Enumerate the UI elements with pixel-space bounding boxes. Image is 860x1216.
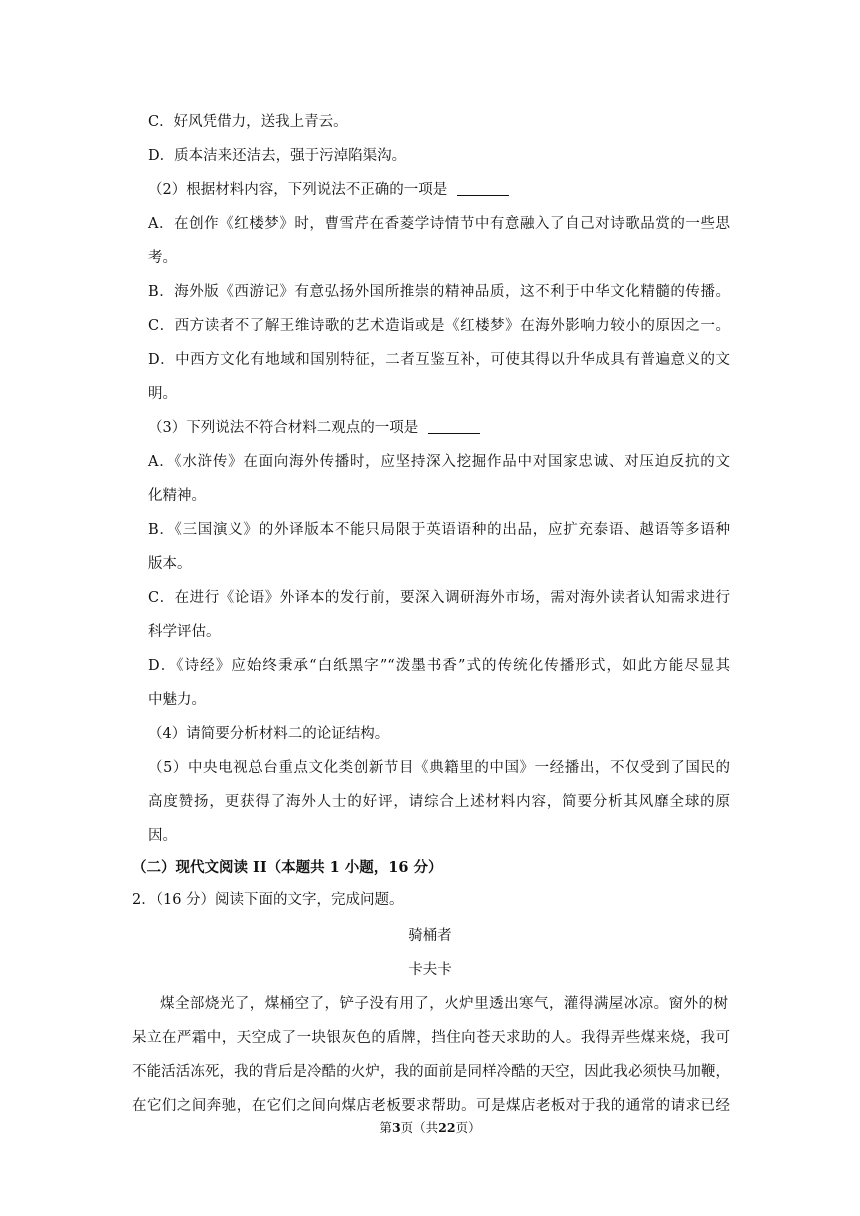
q2-stem-text: （2）根据材料内容，下列说法不正确的一项是 xyxy=(148,182,448,198)
q3-option-c-line2: 科学评估。 xyxy=(148,624,221,640)
q2-option-a-line1: A．在创作《红楼梦》时，曹雪芹在香菱学诗情节中有意融入了自己对诗歌品赏的一些思 xyxy=(148,216,730,232)
story-paragraph-line2: 呆立在严霜中，天空成了一块银灰色的盾牌，挡住向苍天求助的人。我得弄些煤来烧，我可 xyxy=(132,1030,730,1046)
q3-option-a-line2: 化精神。 xyxy=(148,488,206,504)
story-author: 卡夫卡 xyxy=(408,962,452,978)
footer-middle: 页（共 xyxy=(400,1120,439,1135)
q2-stem xyxy=(148,180,509,200)
footer-suffix: 页） xyxy=(455,1120,481,1135)
q2-option-d-line2: 明。 xyxy=(148,386,177,402)
question2-intro: 2．（16 分）阅读下面的文字，完成问题。 xyxy=(132,892,404,908)
q5-line2: 高度赞扬，更获得了海外人士的好评，请综合上述材料内容，简要分析其风靡全球的原 xyxy=(148,794,730,810)
q3-option-c-line1: C．在进行《论语》外译本的发行前，要深入调研海外市场，需对海外读者认知需求进行 xyxy=(148,590,730,606)
q5-line1: （5）中央电视总台重点文化类创新节目《典籍里的中国》一经播出，不仅受到了国民的 xyxy=(148,760,730,776)
q2-option-d-line1: D．中西方文化有地域和国别特征，二者互鉴互补，可使其得以升华成具有普遍意义的文 xyxy=(148,352,730,368)
answer-blank xyxy=(457,194,509,196)
q3-stem-text: （3）下列说法不符合材料二观点的一项是 xyxy=(148,420,419,436)
story-paragraph-line1: 煤全部烧光了，煤桶空了，铲子没有用了，火炉里透出寒气，灌得满屋冰凉。窗外的树 xyxy=(160,996,728,1012)
q3-option-a-line1: A．《水浒传》在面向海外传播时，应坚持深入挖掘作品中对国家忠诚、对压迫反抗的文 xyxy=(148,454,730,470)
footer-prefix: 第 xyxy=(379,1120,392,1135)
q1-option-c: C．好风凭借力，送我上青云。 xyxy=(148,114,348,130)
story-paragraph-line4: 在它们之间奔驰，在它们之间向煤店老板要求帮助。可是煤店老板对于我的通常的请求已经 xyxy=(132,1098,730,1114)
q3-stem xyxy=(148,418,480,438)
story-paragraph-line3: 不能活活冻死，我的背后是冷酷的火炉，我的面前是同样冷酷的天空，因此我必须快马加鞭， xyxy=(132,1064,730,1080)
q5-line3: 因。 xyxy=(148,828,177,844)
q2-option-c: C．西方读者不了解王维诗歌的艺术造诣或是《红楼梦》在海外影响力较小的原因之一。 xyxy=(148,318,730,334)
q3-option-d-line2: 中魅力。 xyxy=(148,692,206,708)
q2-option-b: B．海外版《西游记》有意弘扬外国所推崇的精神品质，这不利于中华文化精髓的传播。 xyxy=(148,284,730,300)
q4-stem: （4）请简要分析材料二的论证结构。 xyxy=(148,726,390,742)
q1-option-d: D．质本洁来还洁去，强于污淖陷渠沟。 xyxy=(148,148,407,164)
story-title: 骑桶者 xyxy=(408,928,452,944)
q3-option-d-line1: D．《诗经》应始终秉承“白纸黑字”“泼墨书香”式的传统化传播形式，如此方能尽显其 xyxy=(148,658,730,674)
q3-option-b-line2: 版本。 xyxy=(148,556,192,572)
page-footer xyxy=(0,1118,860,1138)
section-heading: （二）现代文阅读 II（本题共 1 小题，16 分） xyxy=(132,859,443,876)
q3-option-b-line1: B．《三国演义》的外译版本不能只局限于英语语种的出品，应扩充泰语、越语等多语种 xyxy=(148,522,730,538)
answer-blank xyxy=(428,432,480,434)
footer-page-number: 3 xyxy=(391,1120,401,1135)
q2-option-a-line2: 考。 xyxy=(148,250,177,266)
footer-total-pages: 22 xyxy=(438,1120,456,1135)
